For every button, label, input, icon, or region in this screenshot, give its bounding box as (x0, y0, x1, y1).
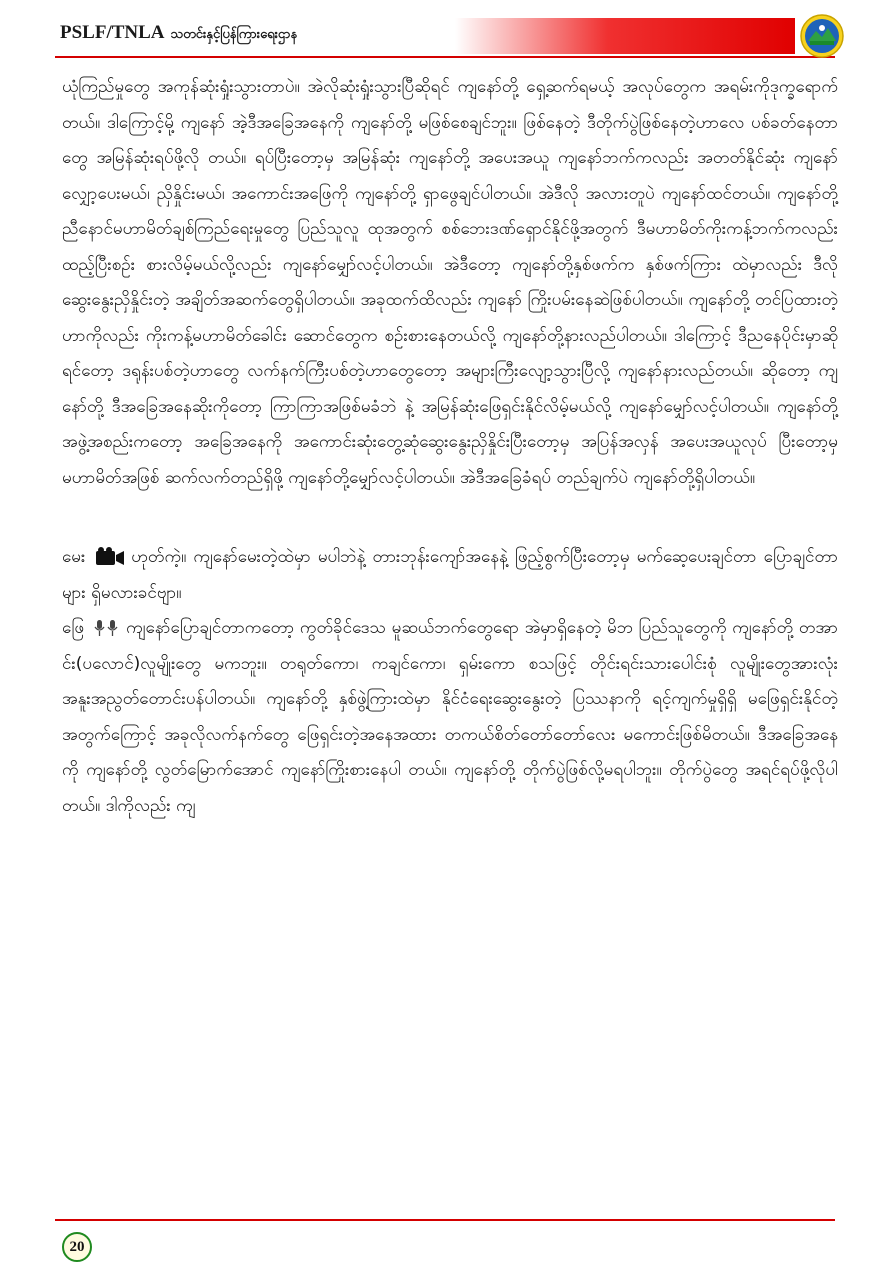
page-number: 20 (62, 1232, 92, 1262)
header-title (60, 22, 297, 45)
paragraph-1: ယုံကြည်မှုတွေ အကုန်ဆုံးရှုံးသွားတာပဲ။ အဲလိုဆုံးရှုံးသွားပြီဆိုရင် ကျနော်တို့ ရှေ့ဆက်ရမယ့် အလုပ်တွေက အရမ်းကိုဒုက္ခရောက်တယ်။ ဒါကြောင့်မို့ ကျနော် အဲ့ဒီအခြေအနေကို ကျနော်တို့ မဖြစ်စေချင်ဘူး။ ဖြစ်နေတဲ့ ဒီတိုက်ပွဲဖြစ်နေတဲ့ဟာလေ ပစ်ခတ်နေတာတွေ အမြန်ဆုံးရပ်ဖို့လို တယ်။ ရပ်ပြီးတော့မှ အမြန်ဆုံး ကျနော်တို့ အပေးအယူ ကျနော်ဘက်ကလည်း အတတ်နိုင်ဆုံး ကျနော်လျှော့ပေးမယ်၊ ညှိနှိုင်းမယ်၊ အကောင်းအဖြေကို ကျနော်တို့ ရှာဖွေချင်ပါတယ်။ အဲဒီလို အလားတူပဲ ကျနော်ထင်တယ်။ ကျနော်တို့ ညီနောင်မဟာမိတ်ချစ်ကြည်ရေးမှုတွေ ပြည်သူလူ ထုအတွက် စစ်ဘေးဒဏ်ရှောင်နိုင်ဖို့အတွက် ဒီမဟာမိတ်ကိုးကန့်ဘက်ကလည်း ထည့်ပြီးစဉ်း စားလိမ့်မယ်လို့လည်း ကျနော်မျှော်လင့်ပါတယ်။ အဲဒီတော့ ကျနော်တို့နှစ်ဖက်က နှစ်ဖက်ကြား ထဲမှာလည်း ဒီလိုဆွေးနွေးညှိနှိုင်းတဲ့ အချိတ်အဆက်တွေရှိပါတယ်။ အခုထက်ထိလည်း ကျနော် ကြိုးပမ်းနေဆဲဖြစ်ပါတယ်။ ကျနော်တို့ တင်ပြထားတဲ့ဟာကိုလည်း ကိုးကန့်မဟာမိတ်ခေါင်း ဆောင်တွေက စဉ်းစားနေတယ်လို့ ကျနော်တို့နားလည်ပါတယ်။ ဒါကြောင့် ဒီညနေပိုင်းမှာဆို ရင်တော့ ဒရုန်းပစ်တဲ့ဟာတွေ လက်နက်ကြီးပစ်တဲ့ဟာတွေတော့ အများကြီးလျော့သွားပြီလို့ ကျနော်နားလည်တယ်။ ဆိုတော့ ကျနော်တို့ ဒီအခြေအနေဆိုးကိုတော့ ကြာကြာအဖြစ်မခံဘဲ နဲ့ အမြန်ဆုံးဖြေရှင်းနိုင်လိမ့်မယ်လို့ ကျနော်မျှော်လင့်ပါတယ်။ ကျနော်တို့အဖွဲ့အစည်းကတော့ အခြေအနေကို အကောင်းဆုံးတွေ့ဆုံဆွေးနွေးညှိနှိုင်းပြီးတော့မှ အပြန်အလှန် အပေးအယူလုပ် ပြီးတော့မှ မဟာမိတ်အဖြစ် ဆက်လက်တည်ရှိဖို့ ကျနော်တို့မျှော်လင့်ပါတယ်။ အဲဒီအခြေခံရပ် တည်ချက်ပဲ ကျနော်တို့ရှိပါတယ်။ (62, 77, 838, 488)
header-org: PSLF/TNLA (60, 22, 165, 43)
header-rule (55, 56, 835, 58)
question-text: ဟုတ်ကဲ့။ ကျနော်မေးတဲ့ထဲမှာ မပါဘဲနဲ့ တားဘုန်းကျော်အနေနဲ့ ဖြည့်စွက်ပြီးတော့မှ မက်ဆေ့ပေးချင်တာ ပြောချင်တာများ ရှိမလားခင်ဗျာ။ (62, 547, 838, 603)
footer-rule (55, 1219, 835, 1221)
video-camera-icon (95, 547, 125, 567)
paragraph-gap (62, 496, 838, 540)
answer-label: ဖြေ (62, 618, 85, 638)
header-subtitle: သတင်းနှင့်ပြန်ကြားရေးဌာန (170, 27, 298, 42)
header-red-bar (455, 18, 795, 54)
question-paragraph (62, 540, 838, 611)
article-body (62, 70, 838, 824)
question-label: မေး (62, 547, 86, 567)
answer-paragraph (62, 611, 838, 824)
page-header (0, 0, 896, 68)
emblem-icon (800, 14, 844, 58)
microphone-icon (94, 618, 120, 638)
answer-text: ကျနော်ပြောချင်တာကတော့ ကွတ်ခိုင်ဒေသ မူဆယ်ဘက်တွေရော အဲမှာရှိနေတဲ့ မိဘ ပြည်သူတွေကို ကျနော်တို့ တအာင်း(ပလောင်)လူမျိုးတွေ မကဘူး။ တရုတ်ကော၊ ကချင်ကော၊ ရှမ်းကော စသဖြင့် တိုင်းရင်းသားပေါင်းစုံ လူမျိုးတွေအားလုံး အနူးအညွတ်တောင်းပန်ပါတယ်။ ကျနော်တို့ နှစ်ဖွဲ့ကြားထဲမှာ နိုင်ငံရေးဆွေးနွေးတဲ့ ပြဿနာကို ရင့်ကျက်မှုရှိရှိ မဖြေရှင်းနိုင်တဲ့ အတွက်ကြောင့် အခုလိုလက်နက်တွေ ဖြေရှင်းတဲ့အနေအထား တကယ်စိတ်တော်တော်လေး မကောင်းဖြစ်မိတယ်။ ဒီအခြေအနေကို ကျနော်တို့ လွတ်မြောက်အောင် ကျနော်ကြိုးစားနေပါ တယ်။ ကျနော်တို့ တိုက်ပွဲဖြစ်လို့မရပါဘူး။ တိုက်ပွဲတွေ အရင်ရပ်ဖို့လိုပါတယ်။ ဒါကိုလည်း ကျ (62, 618, 838, 816)
